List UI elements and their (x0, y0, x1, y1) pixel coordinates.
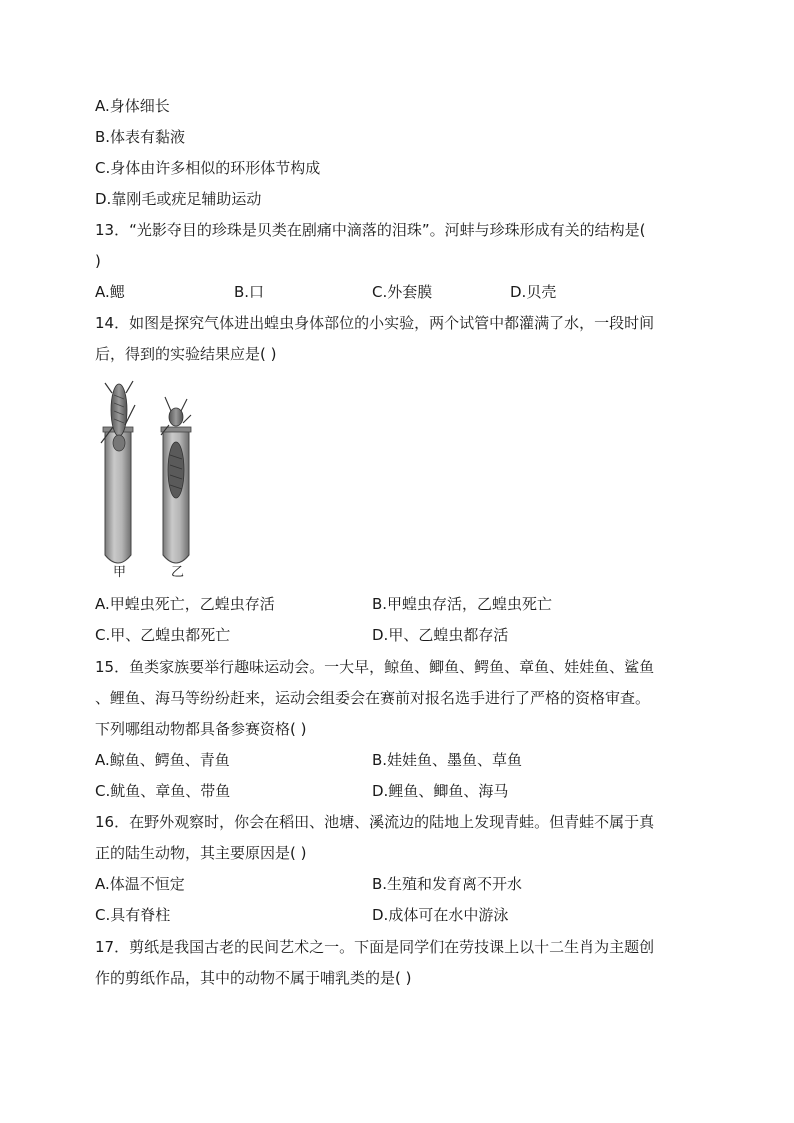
q15-option-a: A.鲸鱼、鳄鱼、青鱼 (95, 751, 230, 769)
test-tube-illustration (95, 375, 205, 585)
tube-right (161, 397, 191, 563)
q16-stem-line1: 16．在野外观察时，你会在稻田、池塘、溪流边的陆地上发现青蛙。但青蛙不属于真 (95, 813, 655, 831)
q16-option-c: C.具有脊柱 (95, 906, 171, 924)
q13-option-d: D.贝壳 (510, 283, 557, 301)
figure-label-left: 甲 (113, 565, 127, 580)
q15-option-c: C.鱿鱼、章鱼、带鱼 (95, 782, 231, 800)
q17-stem-line2: 作的剪纸作品，其中的动物不属于哺乳类的是( ) (95, 969, 412, 987)
tube-left (101, 381, 135, 563)
q12-option-b: B.体表有黏液 (95, 128, 186, 146)
q14-stem-line2: 后，得到的实验结果应是( ) (95, 345, 277, 363)
q14-option-d: D.甲、乙蝗虫都存活 (372, 626, 509, 644)
q15-stem-line3: 下列哪组动物都具备参赛资格( ) (95, 720, 307, 738)
q15-option-b: B.娃娃鱼、墨鱼、草鱼 (372, 751, 523, 769)
q14-option-b: B.甲蝗虫存活，乙蝗虫死亡 (372, 595, 553, 613)
q16-stem-line2: 正的陆生动物，其主要原因是( ) (95, 844, 307, 862)
q13-stem-line1: 13．“光影夺目的珍珠是贝类在剧痛中滴落的泪珠”。河蚌与珍珠形成有关的结构是( (95, 221, 646, 239)
q16-option-b: B.生殖和发育离不开水 (372, 875, 523, 893)
q14-option-a: A.甲蝗虫死亡，乙蝗虫存活 (95, 595, 275, 613)
figure-label-right: 乙 (171, 565, 185, 580)
q16-option-a: A.体温不恒定 (95, 875, 185, 893)
q12-option-a: A.身体细长 (95, 97, 170, 115)
q17-stem-line1: 17．剪纸是我国古老的民间艺术之一。下面是同学们在劳技课上以十二生肖为主题创 (95, 938, 655, 956)
q13-stem-line2: ) (95, 252, 101, 270)
q15-option-d: D.鲤鱼、鲫鱼、海马 (372, 782, 509, 800)
q12-option-c: C.身体由许多相似的环形体节构成 (95, 159, 321, 177)
q12-option-d: D.靠刚毛或疣足辅助运动 (95, 190, 262, 208)
q14-option-c: C.甲、乙蝗虫都死亡 (95, 626, 231, 644)
q13-option-b: B.口 (234, 283, 265, 301)
q15-stem-line1: 15．鱼类家族要举行趣味运动会。一大早，鲸鱼、鲫鱼、鳄鱼、章鱼、娃娃鱼、鲨鱼 (95, 658, 655, 676)
q13-option-c: C.外套膜 (372, 283, 433, 301)
q14-test-tube-figure (95, 375, 205, 585)
q13-option-a: A.鳃 (95, 283, 125, 301)
q16-option-d: D.成体可在水中游泳 (372, 906, 509, 924)
q15-stem-line2: 、鲤鱼、海马等纷纷赶来，运动会组委会在赛前对报名选手进行了严格的资格审查。 (95, 689, 651, 707)
q14-stem-line1: 14．如图是探究气体进出蝗虫身体部位的小实验，两个试管中都灌满了水，一段时间 (95, 314, 655, 332)
